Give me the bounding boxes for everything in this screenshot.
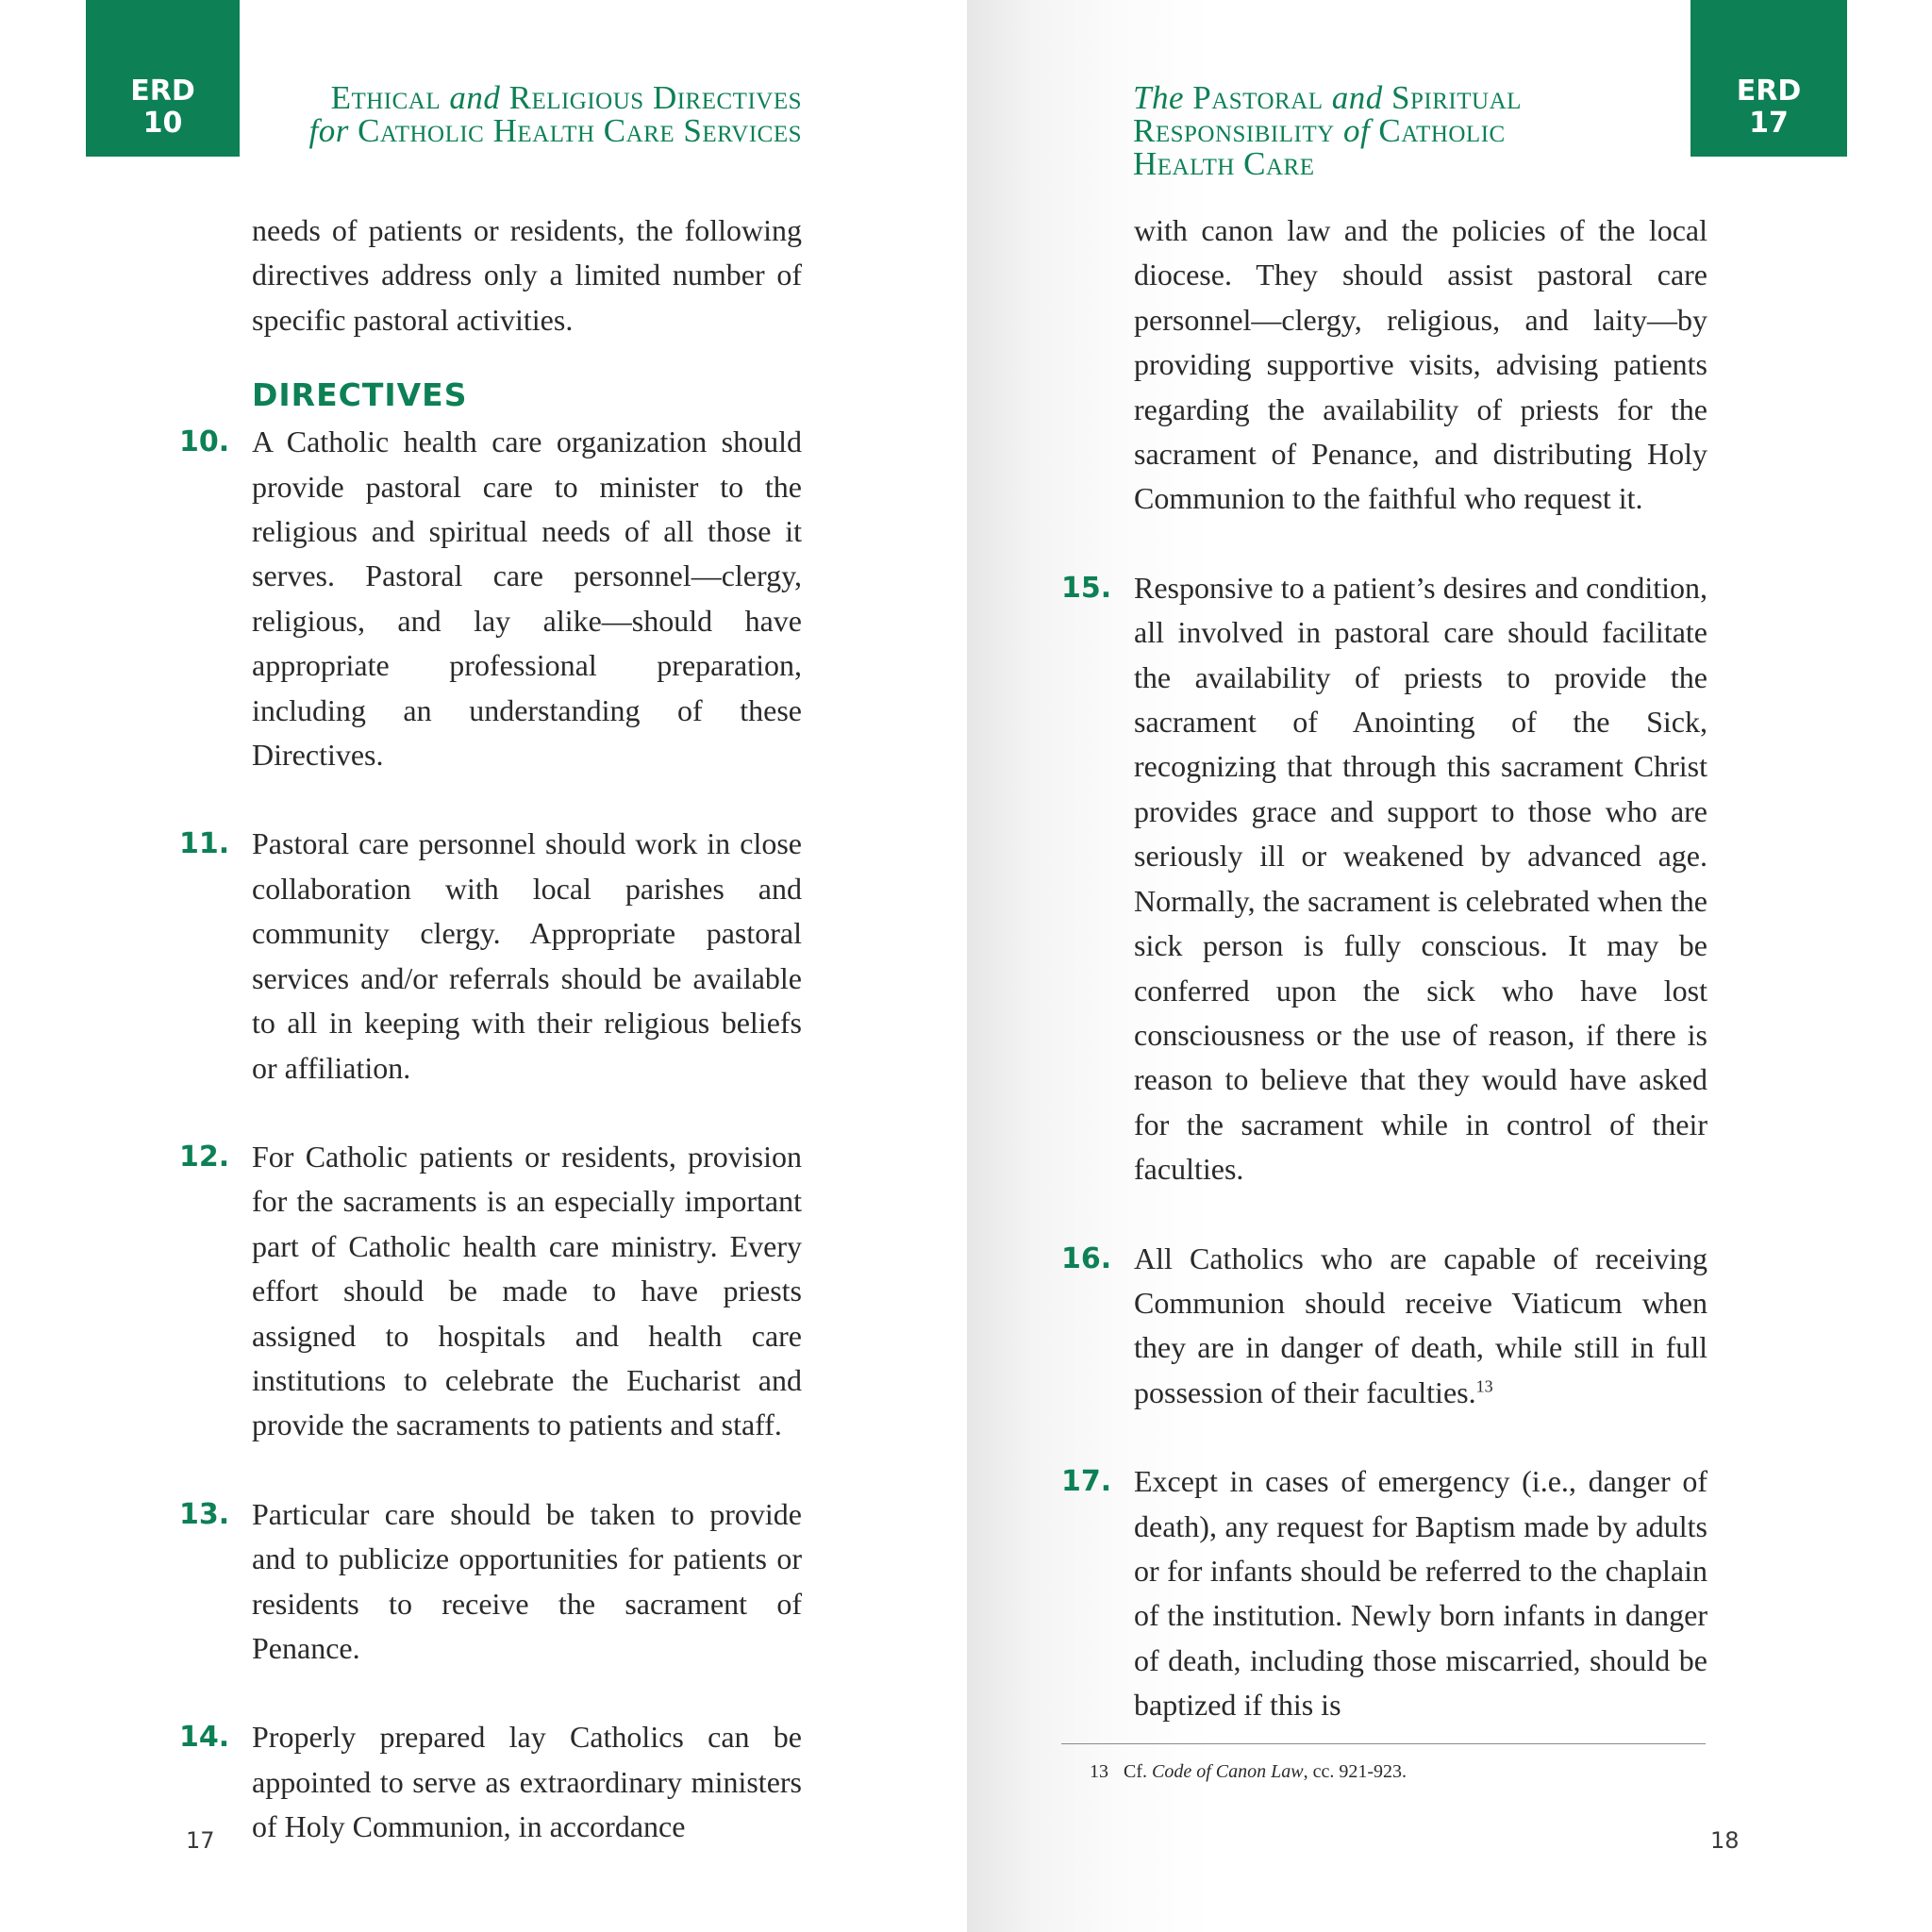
erd-tab-right — [1690, 0, 1847, 157]
directive-number: 12. — [179, 1140, 230, 1174]
right-page-body — [1061, 208, 1707, 1728]
directive-number: 11. — [179, 827, 230, 861]
directive-text: Responsive to a patient’s desires and condition, all involved in pastoral care should facilitate the availability of priests to provide the sacrament of Anointing of the Sick, recognizing that through this sacrament Christ provides grace and support to those who are seriously ill or weakened by advanced age. Normally, the sacrament is celebrated when the sick person is fully conscious. It may be conferred upon the sick who have lost consciousness or the use of reason, if there is reason to believe that they would have asked for the sacrament while in control of their faculties. — [1134, 570, 1707, 1187]
running-head-line-2: Responsibility of Catholic — [1133, 112, 1506, 149]
directive-number: 15. — [1061, 571, 1112, 605]
directive-text: Particular care should be taken to provide and to publicize opportunities for patients or residents to receive the sacrament of Penance. — [252, 1496, 802, 1665]
directive-text: Except in cases of emergency (i.e., danger of death), any request for Baptism made by adults or for infants should be referred to the chaplain of the institution. Newly born infants in danger of death, including those miscarried, should be baptized if this is — [1134, 1464, 1707, 1723]
directive-text: Properly prepared lay Catholics can be appointed to serve as extraordinary ministers of Holy Communion, in accordance — [252, 1720, 802, 1844]
directive-17 — [1061, 1459, 1707, 1727]
directive-12 — [179, 1135, 802, 1448]
directive-text: A Catholic health care organization should provide pastoral care to minister to the religious and spiritual needs of all those it serves. Pastoral care personnel—clergy, religious, and lay alike—should have appropriate professional preparation, including an understanding of these Directives. — [252, 425, 802, 773]
erd-tab-label: ERD — [130, 75, 195, 108]
directive-11 — [179, 822, 802, 1090]
running-head-right — [1133, 81, 1624, 180]
footnote-divider — [1061, 1743, 1706, 1744]
page-number-right: 18 — [1710, 1827, 1740, 1854]
directive-10 — [179, 420, 802, 777]
page-number-left: 17 — [186, 1827, 215, 1854]
section-heading: DIRECTIVES — [252, 376, 468, 414]
directive-number: 17. — [1061, 1465, 1112, 1499]
erd-tab-label: ERD — [1736, 75, 1802, 108]
directive-number: 14. — [179, 1721, 230, 1755]
erd-tab-number: 10 — [142, 107, 183, 140]
running-head-line-1: Ethical and Religious Directives — [330, 79, 802, 116]
directive-16 — [1061, 1237, 1707, 1416]
directive-number: 10. — [179, 425, 230, 459]
footnote: 13 Cf. Code of Canon Law, cc. 921-923. — [1090, 1761, 1407, 1782]
directive-text: Pastoral care personnel should work in close collaboration with local parishes and community clergy. Appropriate pastoral services and/or referrals should be available to all in keeping with their religious beliefs or affiliation. — [252, 826, 802, 1085]
erd-tab-number: 17 — [1749, 107, 1789, 140]
running-head-line-1: The Pastoral and Spiritual — [1133, 79, 1522, 116]
running-head-line-3: Health Care — [1133, 145, 1315, 182]
directive-number: 16. — [1061, 1241, 1112, 1275]
footnote-number: 13 — [1090, 1761, 1108, 1782]
intro-paragraph: needs of patients or residents, the following directives address only a limited number of specific pastoral activities. — [252, 213, 802, 337]
directive-text: For Catholic patients or residents, provision for the sacraments is an especially important part of Catholic health care ministry. Every effort should be made to have priests assigned to hospitals and health care institutions to celebrate the Eucharist and provide the sacraments to patients and staff. — [252, 1139, 802, 1442]
directive-15 — [1061, 566, 1707, 1192]
footnote-reference[interactable]: 13 — [1475, 1376, 1493, 1396]
running-head-left — [292, 81, 802, 147]
running-head-line-2: for Catholic Health Care Services — [308, 112, 802, 149]
directive-14 — [179, 1715, 802, 1849]
directive-text: All Catholics who are capable of receiving Communion should receive Viaticum when they are in danger of death, while still in full possession of their faculties.$^{13}$ — [1134, 1241, 1707, 1409]
erd-tab-left — [86, 0, 240, 157]
footnote-citation-title: Code of Canon Law — [1152, 1761, 1304, 1782]
continuation-paragraph: with canon law and the policies of the local diocese. They should assist pastoral care personnel—clergy, religious, and laity—by providing supportive visits, advising patients regarding the availability of priests for the sacrament of Penance, and distributing Holy Communion to the faithful who request it. — [1134, 213, 1707, 516]
right-page — [967, 0, 1932, 1932]
left-page-body — [179, 208, 802, 1850]
directive-13 — [179, 1492, 802, 1672]
directive-number: 13. — [179, 1497, 230, 1531]
